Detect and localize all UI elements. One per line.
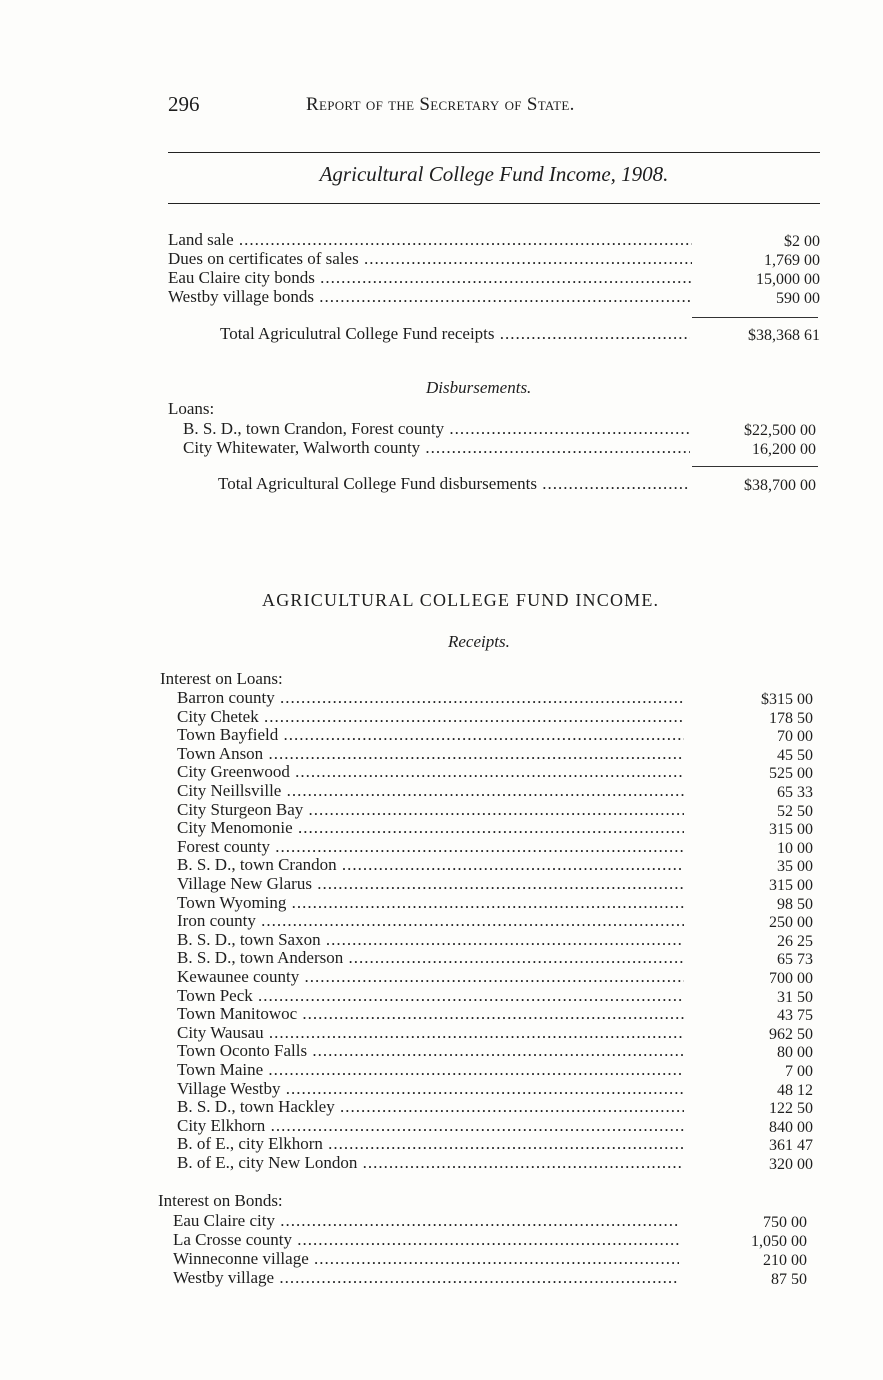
ledger-row-label: City Greenwood ..... (177, 762, 684, 782)
ledger-row (177, 781, 813, 801)
disbursements-heading: Disbursements. (426, 378, 532, 397)
ledger-row-label: B. S. D., town Crandon, Forest county ..... (183, 419, 690, 439)
ledger-row-label: Westby village bonds ..... (168, 287, 692, 307)
ledger-row-amount: 43 75 (777, 1007, 813, 1025)
ledger-row-amount: 250 00 (769, 914, 813, 932)
ledger-row-amount: 590 00 (776, 290, 820, 307)
disbursements-total-rule (692, 466, 818, 467)
ledger-row (177, 1134, 813, 1154)
ledger-row-amount: $22,500 00 (744, 422, 816, 439)
ledger-row-amount: 98 50 (777, 895, 813, 913)
ledger-row-label: City Whitewater, Walworth county ..... (183, 438, 690, 458)
ledger-row-amount: 320 00 (769, 1156, 813, 1173)
ledger-row-amount: $2 00 (784, 233, 820, 250)
ledger-row-amount: 1,050 00 (751, 1233, 807, 1250)
ledger-row-amount: 962 50 (769, 1025, 813, 1043)
ledger-row (168, 230, 820, 250)
ledger-row (177, 707, 813, 727)
total-disbursements-row (218, 474, 816, 494)
ledger-row-amount: 7 00 (785, 1063, 813, 1080)
ledger-row (177, 911, 813, 931)
ledger-row-label: B. S. D., town Crandon ..... (177, 855, 684, 875)
ledger-row-label: La Crosse county ..... (173, 1230, 679, 1250)
ledger-row-label: Town Peck ..... (177, 986, 684, 1006)
loans-label: Loans: (168, 399, 215, 418)
ledger-row-amount: 16,200 00 (752, 441, 816, 458)
ledger-row-label: City Chetek ..... (177, 707, 684, 727)
ledger-row (173, 1211, 807, 1231)
total-receipts-label: Total Agriculutral College Fund receipts ..... (220, 324, 690, 344)
receipts-total-rule (692, 317, 818, 318)
ledger-row-label: Land sale ..... (168, 230, 692, 250)
ledger-row-label: Iron county ..... (177, 911, 684, 931)
ledger-row (177, 1023, 813, 1043)
ledger-row-label: B. of E., city Elkhorn ..... (177, 1134, 684, 1154)
ledger-row-amount: 80 00 (777, 1044, 813, 1062)
ledger-row (177, 1116, 813, 1136)
ledger-row (177, 874, 813, 894)
title-rule-top (168, 152, 820, 153)
ledger-row-label: Forest county ..... (177, 837, 684, 857)
ledger-row (177, 893, 813, 913)
ledger-row-amount: 840 00 (769, 1118, 813, 1136)
ledger-row (183, 438, 816, 458)
ledger-row-label: Winneconne village ..... (173, 1249, 679, 1269)
ledger-row (177, 930, 813, 950)
ledger-row-amount: 45 50 (777, 746, 813, 764)
ledger-row (177, 688, 813, 708)
ledger-row-amount: 52 50 (777, 802, 813, 820)
ledger-row (177, 967, 813, 987)
running-title: Report of the Secretary of State. (306, 94, 575, 115)
ledger-row-label: B. S. D., town Hackley ..... (177, 1097, 684, 1117)
ledger-row-label: City Wausau ..... (177, 1023, 684, 1043)
ledger-row-label: City Elkhorn ..... (177, 1116, 684, 1136)
ledger-row (177, 1079, 813, 1099)
ledger-row-label: City Sturgeon Bay ..... (177, 800, 684, 820)
ledger-row (177, 1153, 813, 1173)
ledger-row-amount: 750 00 (763, 1214, 807, 1231)
ledger-row-label: B. S. D., town Anderson ..... (177, 948, 684, 968)
ledger-row (173, 1230, 807, 1250)
page-number: 296 (168, 92, 200, 116)
ledger-row-label: Town Maine ..... (177, 1060, 684, 1080)
total-receipts-row (220, 324, 820, 344)
ledger-row (177, 1060, 813, 1080)
ledger-row (177, 1004, 813, 1024)
ledger-row (177, 948, 813, 968)
ledger-row-amount: 361 47 (769, 1137, 813, 1155)
ledger-row (168, 249, 820, 269)
ledger-row-label: Kewaunee county ..... (177, 967, 684, 987)
total-disbursements-amount: $38,700 00 (744, 477, 816, 494)
ledger-row-label: Town Oconto Falls ..... (177, 1041, 684, 1061)
ledger-row-label: Village New Glarus ..... (177, 874, 684, 894)
ledger-row-label: Town Bayfield ..... (177, 725, 684, 745)
ledger-row-label: Westby village ..... (173, 1268, 679, 1288)
section2-title: AGRICULTURAL COLLEGE FUND INCOME. (262, 590, 660, 610)
section1-title: Agricultural College Fund Income, 1908. (319, 162, 669, 186)
ledger-row-amount: 70 00 (777, 728, 813, 746)
ledger-row-label: City Menomonie ..... (177, 818, 684, 838)
ledger-row-label: Eau Claire city bonds ..... (168, 268, 692, 288)
ledger-row-amount: 87 50 (771, 1271, 807, 1288)
ledger-row-amount: 65 33 (777, 784, 813, 801)
ledger-row (177, 725, 813, 745)
ledger-row-amount: 700 00 (769, 970, 813, 987)
ledger-row-label: Town Manitowoc ..... (177, 1004, 684, 1024)
ledger-row (177, 800, 813, 820)
title-rule-bottom (168, 203, 820, 204)
ledger-row-amount: 1,769 00 (764, 252, 820, 269)
ledger-row-amount: 210 00 (763, 1252, 807, 1269)
ledger-row-label: Barron county ..... (177, 688, 684, 708)
ledger-row (177, 818, 813, 838)
ledger-row-amount: 65 73 (777, 951, 813, 969)
ledger-row (177, 762, 813, 782)
ledger-row (177, 1041, 813, 1061)
ledger-row (173, 1268, 807, 1288)
ledger-row-label: Town Anson ..... (177, 744, 684, 764)
ledger-row-amount: 315 00 (769, 877, 813, 894)
ledger-row-label: B. of E., city New London ..... (177, 1153, 684, 1173)
ledger-row (177, 986, 813, 1006)
ledger-row-amount: 525 00 (769, 765, 813, 783)
ledger-row-label: B. S. D., town Saxon ..... (177, 930, 684, 950)
ledger-row-label: City Neillsville ..... (177, 781, 684, 801)
ledger-row-amount: 10 00 (777, 839, 813, 857)
ledger-row-amount: 122 50 (769, 1100, 813, 1118)
ledger-row (168, 287, 820, 307)
ledger-row-label: Eau Claire city ..... (173, 1211, 679, 1231)
ledger-row-label: Dues on certificates of sales ..... (168, 249, 692, 269)
ledger-row-label: Town Wyoming ..... (177, 893, 684, 913)
ledger-row (177, 744, 813, 764)
ledger-row-amount: 26 25 (777, 932, 813, 950)
ledger-row-amount: 178 50 (769, 709, 813, 727)
interest-on-loans-heading: Interest on Loans: (160, 669, 283, 688)
ledger-row-amount: 31 50 (777, 988, 813, 1006)
ledger-row-amount: $315 00 (761, 691, 813, 708)
ledger-row (177, 855, 813, 875)
ledger-row-amount: 35 00 (777, 858, 813, 876)
ledger-row (173, 1249, 807, 1269)
ledger-row-label: Village Westby ..... (177, 1079, 684, 1099)
ledger-row-amount: 48 12 (777, 1081, 813, 1099)
total-receipts-amount: $38,368 61 (748, 327, 820, 344)
ledger-row (168, 268, 820, 288)
ledger-row (177, 1097, 813, 1117)
ledger-row-amount: 315 00 (769, 821, 813, 839)
ledger-row-amount: 15,000 00 (756, 271, 820, 288)
ledger-row (183, 419, 816, 439)
receipts-heading: Receipts. (448, 632, 510, 651)
ledger-row (177, 837, 813, 857)
total-disbursements-label: Total Agricultural College Fund disbursements ..... (218, 474, 690, 494)
interest-on-bonds-heading: Interest on Bonds: (158, 1191, 283, 1210)
